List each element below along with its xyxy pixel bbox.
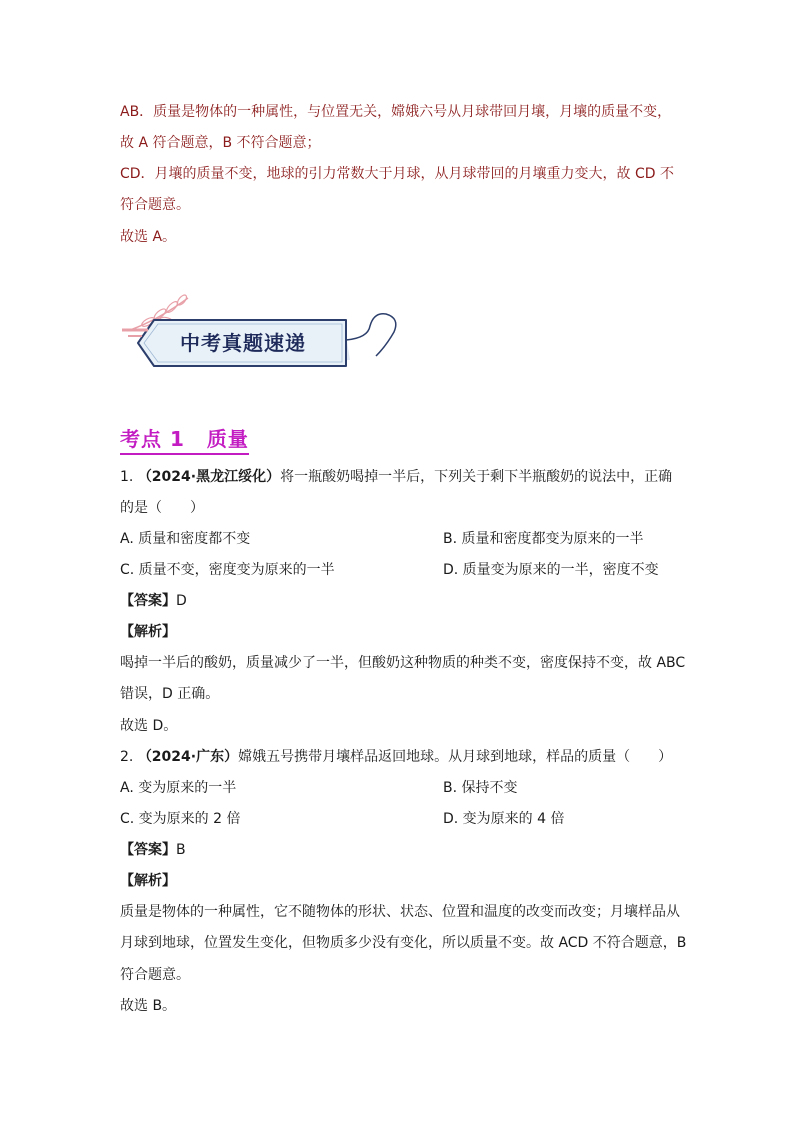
intro-line-4: 符合题意。 [120, 197, 190, 213]
q1-option-a: A. 质量和密度都不变 [120, 531, 251, 547]
q2-source: （2024·广东） [137, 749, 239, 765]
q1-option-c: C. 质量不变，密度变为原来的一半 [120, 562, 335, 578]
q2-conclusion: 故选 B。 [120, 998, 177, 1014]
q2-answer [120, 840, 186, 860]
section-heading [120, 426, 249, 455]
intro-line-1: AB．质量是物体的一种属性，与位置无关，嫦娥六号从月球带回月壤，月壤的质量不变， [120, 104, 672, 120]
q1-conclusion: 故选 D。 [120, 718, 178, 734]
intro-line-2: 故 A 符合题意，B 不符合题意； [120, 135, 321, 151]
q2-option-d: D. 变为原来的 4 倍 [443, 811, 565, 827]
banner-title: 中考真题速递 [180, 331, 306, 355]
intro-line-3: CD．月壤的质量不变，地球的引力常数大于月球，从月球带回的月壤重力变大，故 CD 不 [120, 166, 675, 182]
q1-answer-label: 【答案】 [120, 593, 176, 609]
q2-stem-line-1 [120, 747, 672, 767]
q1-answer [120, 591, 187, 611]
q1-stem-text: 将一瓶酸奶喝掉一半后，下列关于剩下半瓶酸奶的说法中，正确 [280, 469, 673, 485]
q2-analysis-line-3: 符合题意。 [120, 967, 190, 983]
q1-answer-value: D [176, 593, 187, 609]
section-prefix: 考点 1 [120, 427, 185, 451]
q2-stem-text: 嫦娥五号携带月壤样品返回地球。从月球到地球，样品的质量（ ） [238, 749, 673, 765]
q1-analysis-line-1: 喝掉一半后的酸奶，质量减少了一半，但酸奶这种物质的种类不变，密度保持不变，故 ABC [120, 655, 686, 671]
q2-number: 2. [120, 749, 134, 765]
q2-option-c: C. 变为原来的 2 倍 [120, 811, 241, 827]
intro-line-5: 故选 A。 [120, 229, 177, 245]
q1-number: 1. [120, 469, 134, 485]
q1-analysis-line-2: 错误，D 正确。 [120, 686, 220, 702]
q2-analysis-line-1: 质量是物体的一种属性，它不随物体的形状、状态、位置和温度的改变而改变；月壤样品从 [120, 904, 680, 920]
q2-analysis-label: 【解析】 [120, 873, 176, 889]
q1-option-d: D. 质量变为原来的一半，密度不变 [443, 562, 659, 578]
q1-stem-line-2: 的是（ ） [120, 500, 204, 516]
q2-answer-value: B [176, 842, 186, 858]
q2-option-b: B. 保持不变 [443, 780, 518, 796]
q2-analysis-line-2: 月球到地球，位置发生变化，但物质多少没有变化，所以质量不变。故 ACD 不符合题意，B [120, 935, 687, 951]
q1-stem-line-1 [120, 467, 672, 487]
q2-answer-label: 【答案】 [120, 842, 176, 858]
q2-option-a: A. 变为原来的一半 [120, 780, 237, 796]
q1-analysis-label: 【解析】 [120, 624, 176, 640]
section-name: 质量 [206, 427, 249, 451]
q1-option-b: B. 质量和密度都变为原来的一半 [443, 531, 644, 547]
q1-source: （2024·黑龙江绥化） [137, 469, 281, 485]
